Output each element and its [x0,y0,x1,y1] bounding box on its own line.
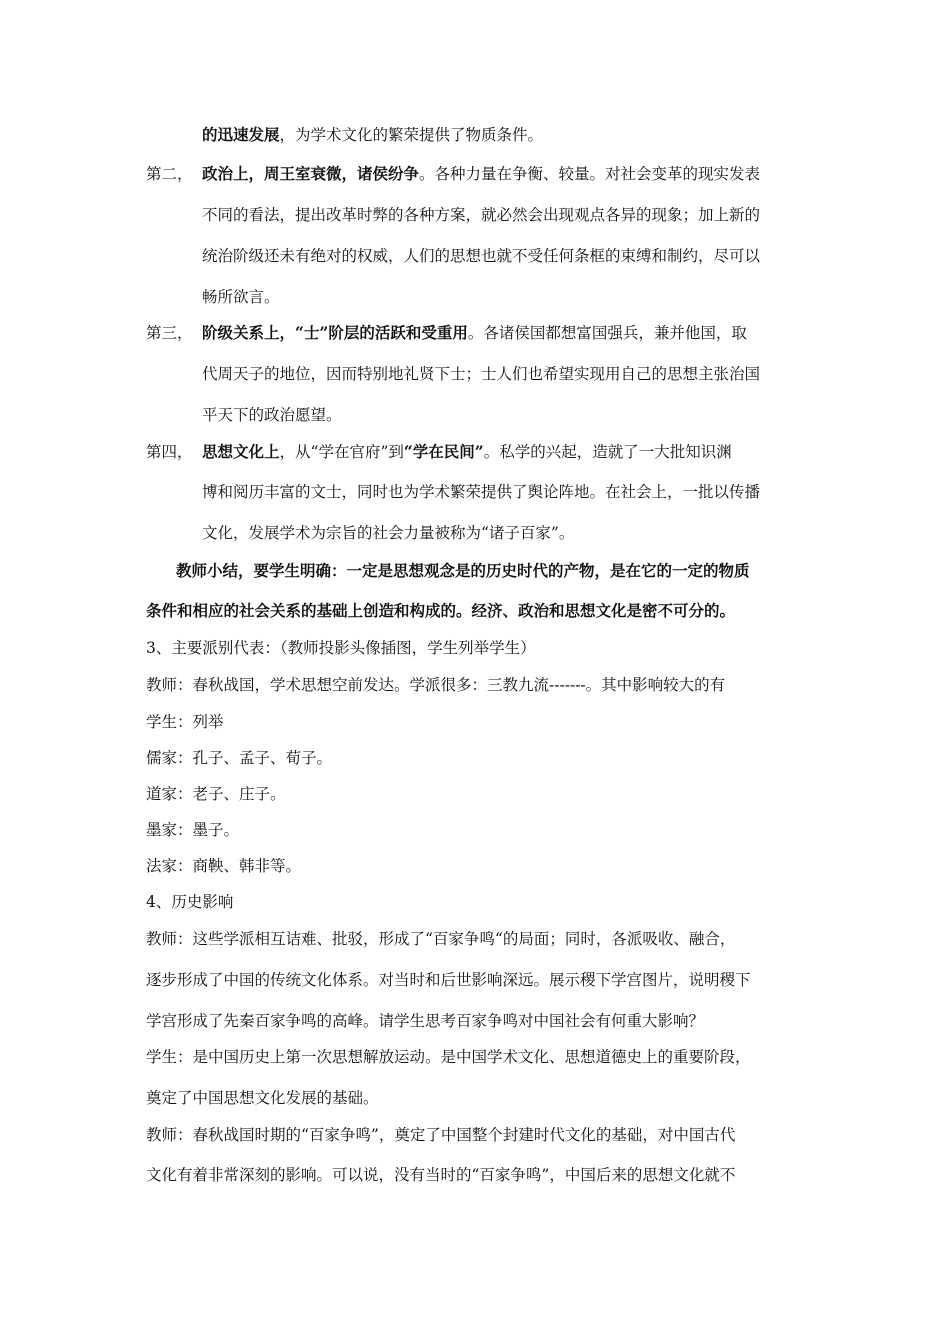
teacher-summary-line: 教师小结，要学生明确：一定是思想观念是的历史时代的产物，是在它的一定的物质 [176,561,750,580]
paragraph-line: 畅所欲言。 [202,288,280,306]
school-confucian: 儒家：孔子、孟子、荀子。 [146,749,333,767]
text-run: ，为学术文化的繁荣提供了物质条件。 [279,126,544,144]
teacher-line: 教师：春秋战国时期的“百家争鸣”，奠定了中国整个封建时代文化的基础，对中国古代 [146,1126,736,1144]
text-run: 。各诸侯国都想富国强兵，兼并他国，取 [467,324,747,342]
teacher-line: 教师：这些学派相互诘难、批驳，形成了“百家争鸣“的局面；同时，各派吸收、融合， [146,930,736,948]
paragraph-line: 平天下的政治愿望。 [202,406,342,424]
paragraph-line [202,322,747,344]
student-line: 奠定了中国思想文化发展的基础。 [146,1089,379,1107]
section-heading-3: 3、主要派别代表：（教师投影头像插图，学生列举学生） [146,639,536,657]
bold-phrase: 思想文化上 [202,442,280,461]
text-run: 。私学的兴起，造就了一大批知识渊 [483,443,732,461]
text-run: ，从“学在官府”到 [279,443,404,461]
bold-phrase: 政治上，周王室衰微，诸侯纷争 [202,164,420,183]
paragraph-line: 统治阶级还未有绝对的权威，人们的思想也就不受任何条框的束缚和制约，尽可以 [202,247,761,265]
paragraph-line [202,441,732,463]
paragraph-line [202,163,760,185]
teacher-line: 逐步形成了中国的传统文化体系。对当时和后世影响深远。展示稷下学宫图片，说明稷下 [146,971,751,989]
student-line: 学生：列举 [146,713,224,731]
teacher-line: 教师：春秋战国，学术思想空前发达。学派很多：三教九流-------。其中影响较大的有 [146,676,726,694]
paragraph-line: 博和阅历丰富的文士，同时也为学术繁荣提供了舆论阵地。在社会上，一批以传播 [202,483,761,501]
paragraph-line: 代周天子的地位，因而特别地礼贤下士；士人们也希望实现用自己的思想主张治国 [202,365,761,383]
section-heading-4: 4、历史影响 [146,893,234,911]
teacher-summary-line: 条件和相应的社会关系的基础上创造和构成的。经济、政治和思想文化是密不可分的。 [146,601,736,620]
teacher-line: 学宫形成了先秦百家争鸣的高峰。请学生思考百家争鸣对中国社会有何重大影响？ [146,1012,705,1030]
point-label-fourth: 第四， [146,443,193,461]
school-legalist: 法家：商鞅、韩非等。 [146,857,302,875]
student-line: 学生：是中国历史上第一次思想解放运动。是中国学术文化、思想道德史上的重要阶段， [146,1048,751,1066]
teacher-line: 文化有着非常深刻的影响。可以说，没有当时的“百家争鸣”，中国后来的思想文化就不 [146,1166,736,1184]
bold-phrase: 的迅速发展 [202,125,280,144]
paragraph-line: 文化，发展学术为宗旨的社会力量被称为“诸子百家”。 [202,524,575,542]
bold-phrase: 阶级关系上，“士”阶层的活跃和受重用 [202,323,468,342]
text-run: 。各种力量在争衡、较量。对社会变革的现实发表 [419,165,761,183]
point-label-third: 第三， [146,324,193,342]
school-daoist: 道家：老子、庄子。 [146,785,286,803]
paragraph-line [202,124,543,146]
paragraph-line: 不同的看法，提出改革时弊的各种方案，就必然会出现观点各异的现象；加上新的 [202,206,761,224]
point-label-second: 第二， [146,165,193,183]
school-mohist: 墨家：墨子。 [146,821,240,839]
bold-phrase: “学在民间” [403,442,484,461]
